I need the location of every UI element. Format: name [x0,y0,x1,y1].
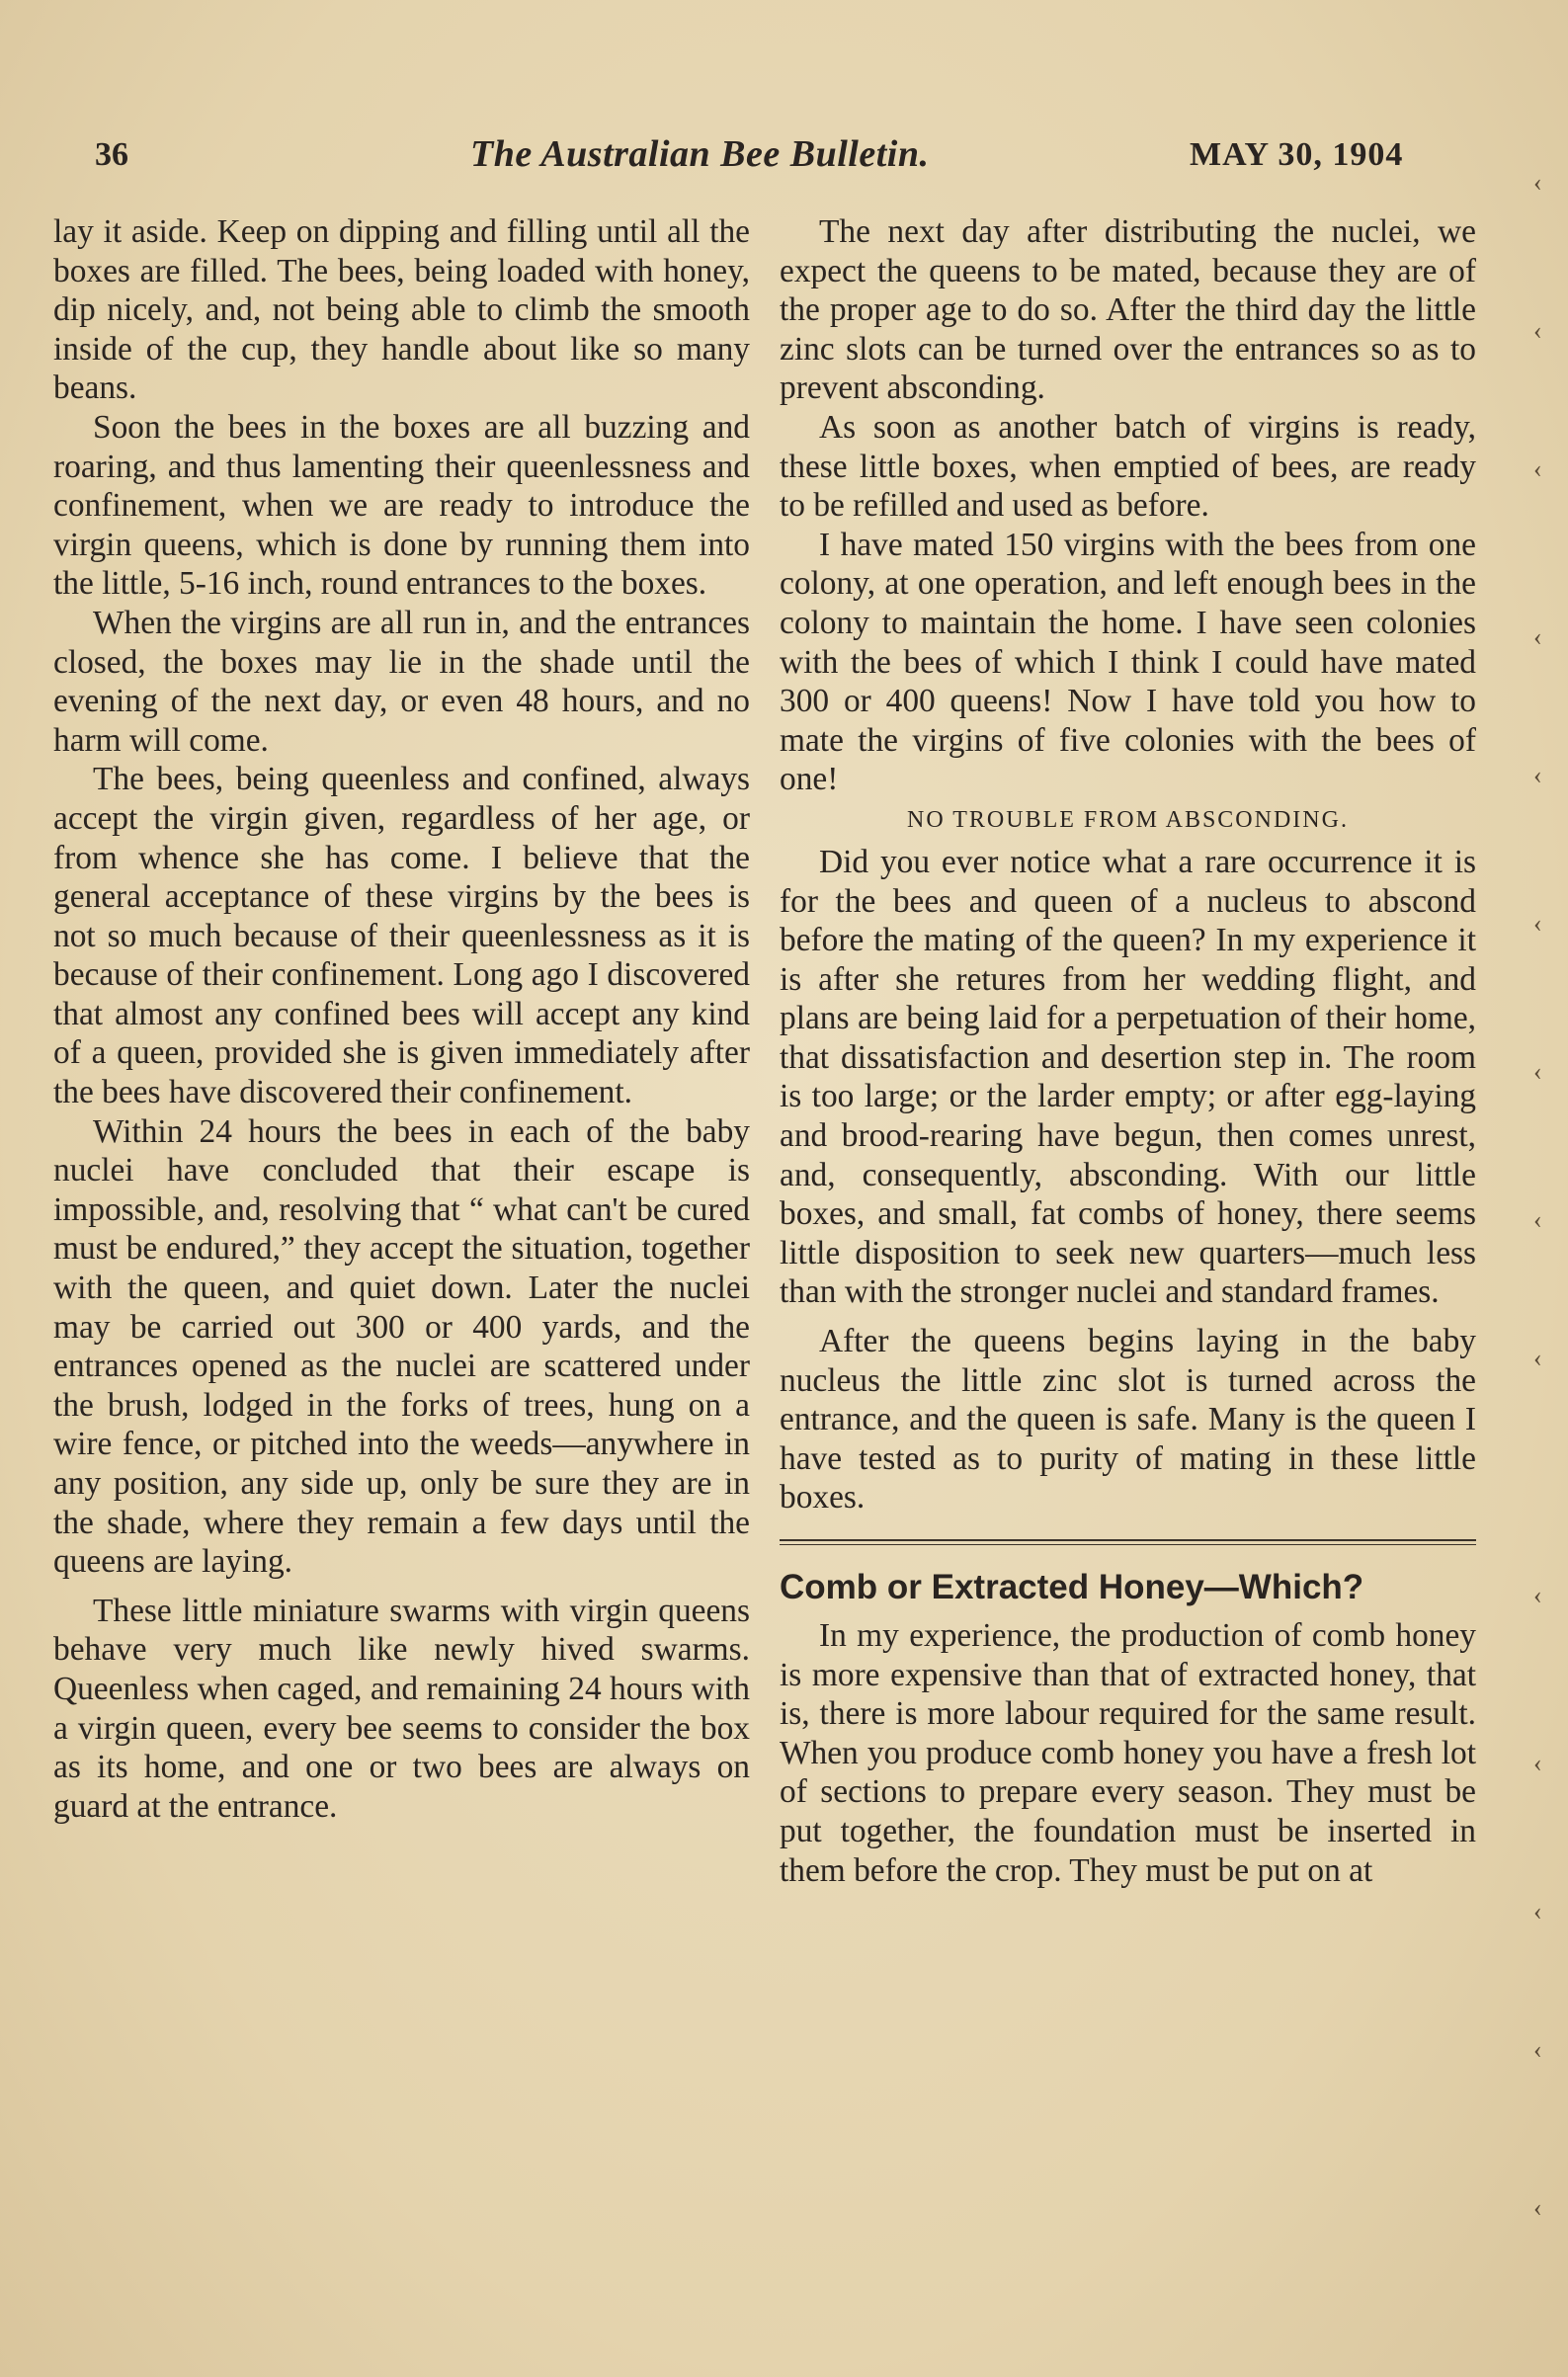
section-divider [780,1539,1476,1545]
paragraph: These little miniature swarms with virgin queens behave very much like newly hived swarms. Queenless when caged, and remaining 24 hours with a virgin queen, every bee seems to consider the box as its home, and one or two bees are always on guard at the entrance. [53,1592,750,1825]
paragraph: I have mated 150 virgins with the bees from one colony, at one operation, and left enough bees in the colony to maintain the home. I have seen colonies with the bees of which I think I could have mated 300 or 400 queens! Now I have told you how to mate the virgins of five colonies with the bees of one! [780,526,1476,798]
left-column [53,212,750,1826]
page-edge-marks: ‹ ‹ ‹ ‹ ‹ ‹ ‹ ‹ ‹ ‹ ‹ ‹ ‹ ‹ [1533,168,1542,2222]
subheading: NO TROUBLE FROM ABSCONDING. [907,806,1349,833]
paragraph: When the virgins are all run in, and the entrances closed, the boxes may lie in the shade until the evening of the next day, or even 48 hours, and no harm will come. [53,604,750,759]
issue-date: MAY 30, 1904 [1190,136,1404,173]
paragraph: The bees, being queenless and confined, always accept the virgin given, regardless of her age, or from whence she has come. I believe that the general acceptance of these virgins by the bees is not so much because of their queenlessness as it is because of their confinement. Long ago I discovered that almost any confined bees will accept any kind of a queen, provided she is given immediately after the bees have discovered their confinement. [53,761,750,1111]
paragraph: lay it aside. Keep on dipping and filling until all the boxes are filled. The bees, being loaded with honey, dip nicely, and, not being able to climb the smooth inside of the cup, they handle about like so many beans. [53,213,750,407]
publication-title: The Australian Bee Bulletin. [470,133,930,175]
paragraph: Soon the bees in the boxes are all buzzing and roaring, and thus lamenting their queenlessness and confinement, when we are ready to introduce the virgin queens, which is done by running them into the little, 5-16 inch, round entrances to the boxes. [53,408,750,603]
paragraph: After the queens begins laying in the baby nucleus the little zinc slot is turned across the entrance, and the queen is safe. Many is the queen I have tested as to purity of mating in these little boxes. [780,1323,1476,1516]
paragraph: As soon as another batch of virgins is ready, these little boxes, when emptied of bees, are ready to be refilled and used as before. [780,408,1476,525]
section-title: Comb or Extracted Honey—Which? [780,1568,1364,1606]
paragraph: Within 24 hours the bees in each of the baby nuclei have concluded that their escape is impossible, and, resolving that “ what can't be cured must be endured,” they accept the situation, together with the queen, and quiet down. Later the nuclei may be carried out 300 or 400 yards, and the entrances opened as the nuclei are scattered under the brush, lodged in the forks of trees, hung on a wire fence, or pitched into the weeds—anywhere in any position, any side up, only be sure they are in the shade, where they remain a few days until the queens are laying. [53,1112,750,1581]
page-header [95,130,1498,190]
page-number: 36 [95,136,128,173]
paragraph: In my experience, the production of comb honey is more expensive than that of extracted honey, that is, there is more labour required for the same result. When you produce comb honey you have a fresh lot of sections to prepare every season. They must be put together, the foundation must be inserted in them before the crop. They must be put on at [780,1617,1476,1889]
paragraph: Did you ever notice what a rare occurrence it is for the bees and queen of a nucleus to abscond before the mating of the queen? In my experience it is after she retures from her wedding flight, and plans are being laid for a perpetuation of their home, that dissatisfaction and desertion step in. The room is too large; or the larder empty; or after egg-laying and brood-rearing have begun, then comes unrest, and, consequently, absconding. With our little boxes, and small, fat combs of honey, there seems little disposition to seek new quarters—much less than with the stronger nuclei and standard frames. [780,843,1476,1311]
paragraph: The next day after distributing the nuclei, we expect the queens to be mated, because they are of the proper age to do so. After the third day the little zinc slots can be turned over the entrances so as to prevent absconding. [780,213,1476,407]
right-column [780,212,1476,1890]
